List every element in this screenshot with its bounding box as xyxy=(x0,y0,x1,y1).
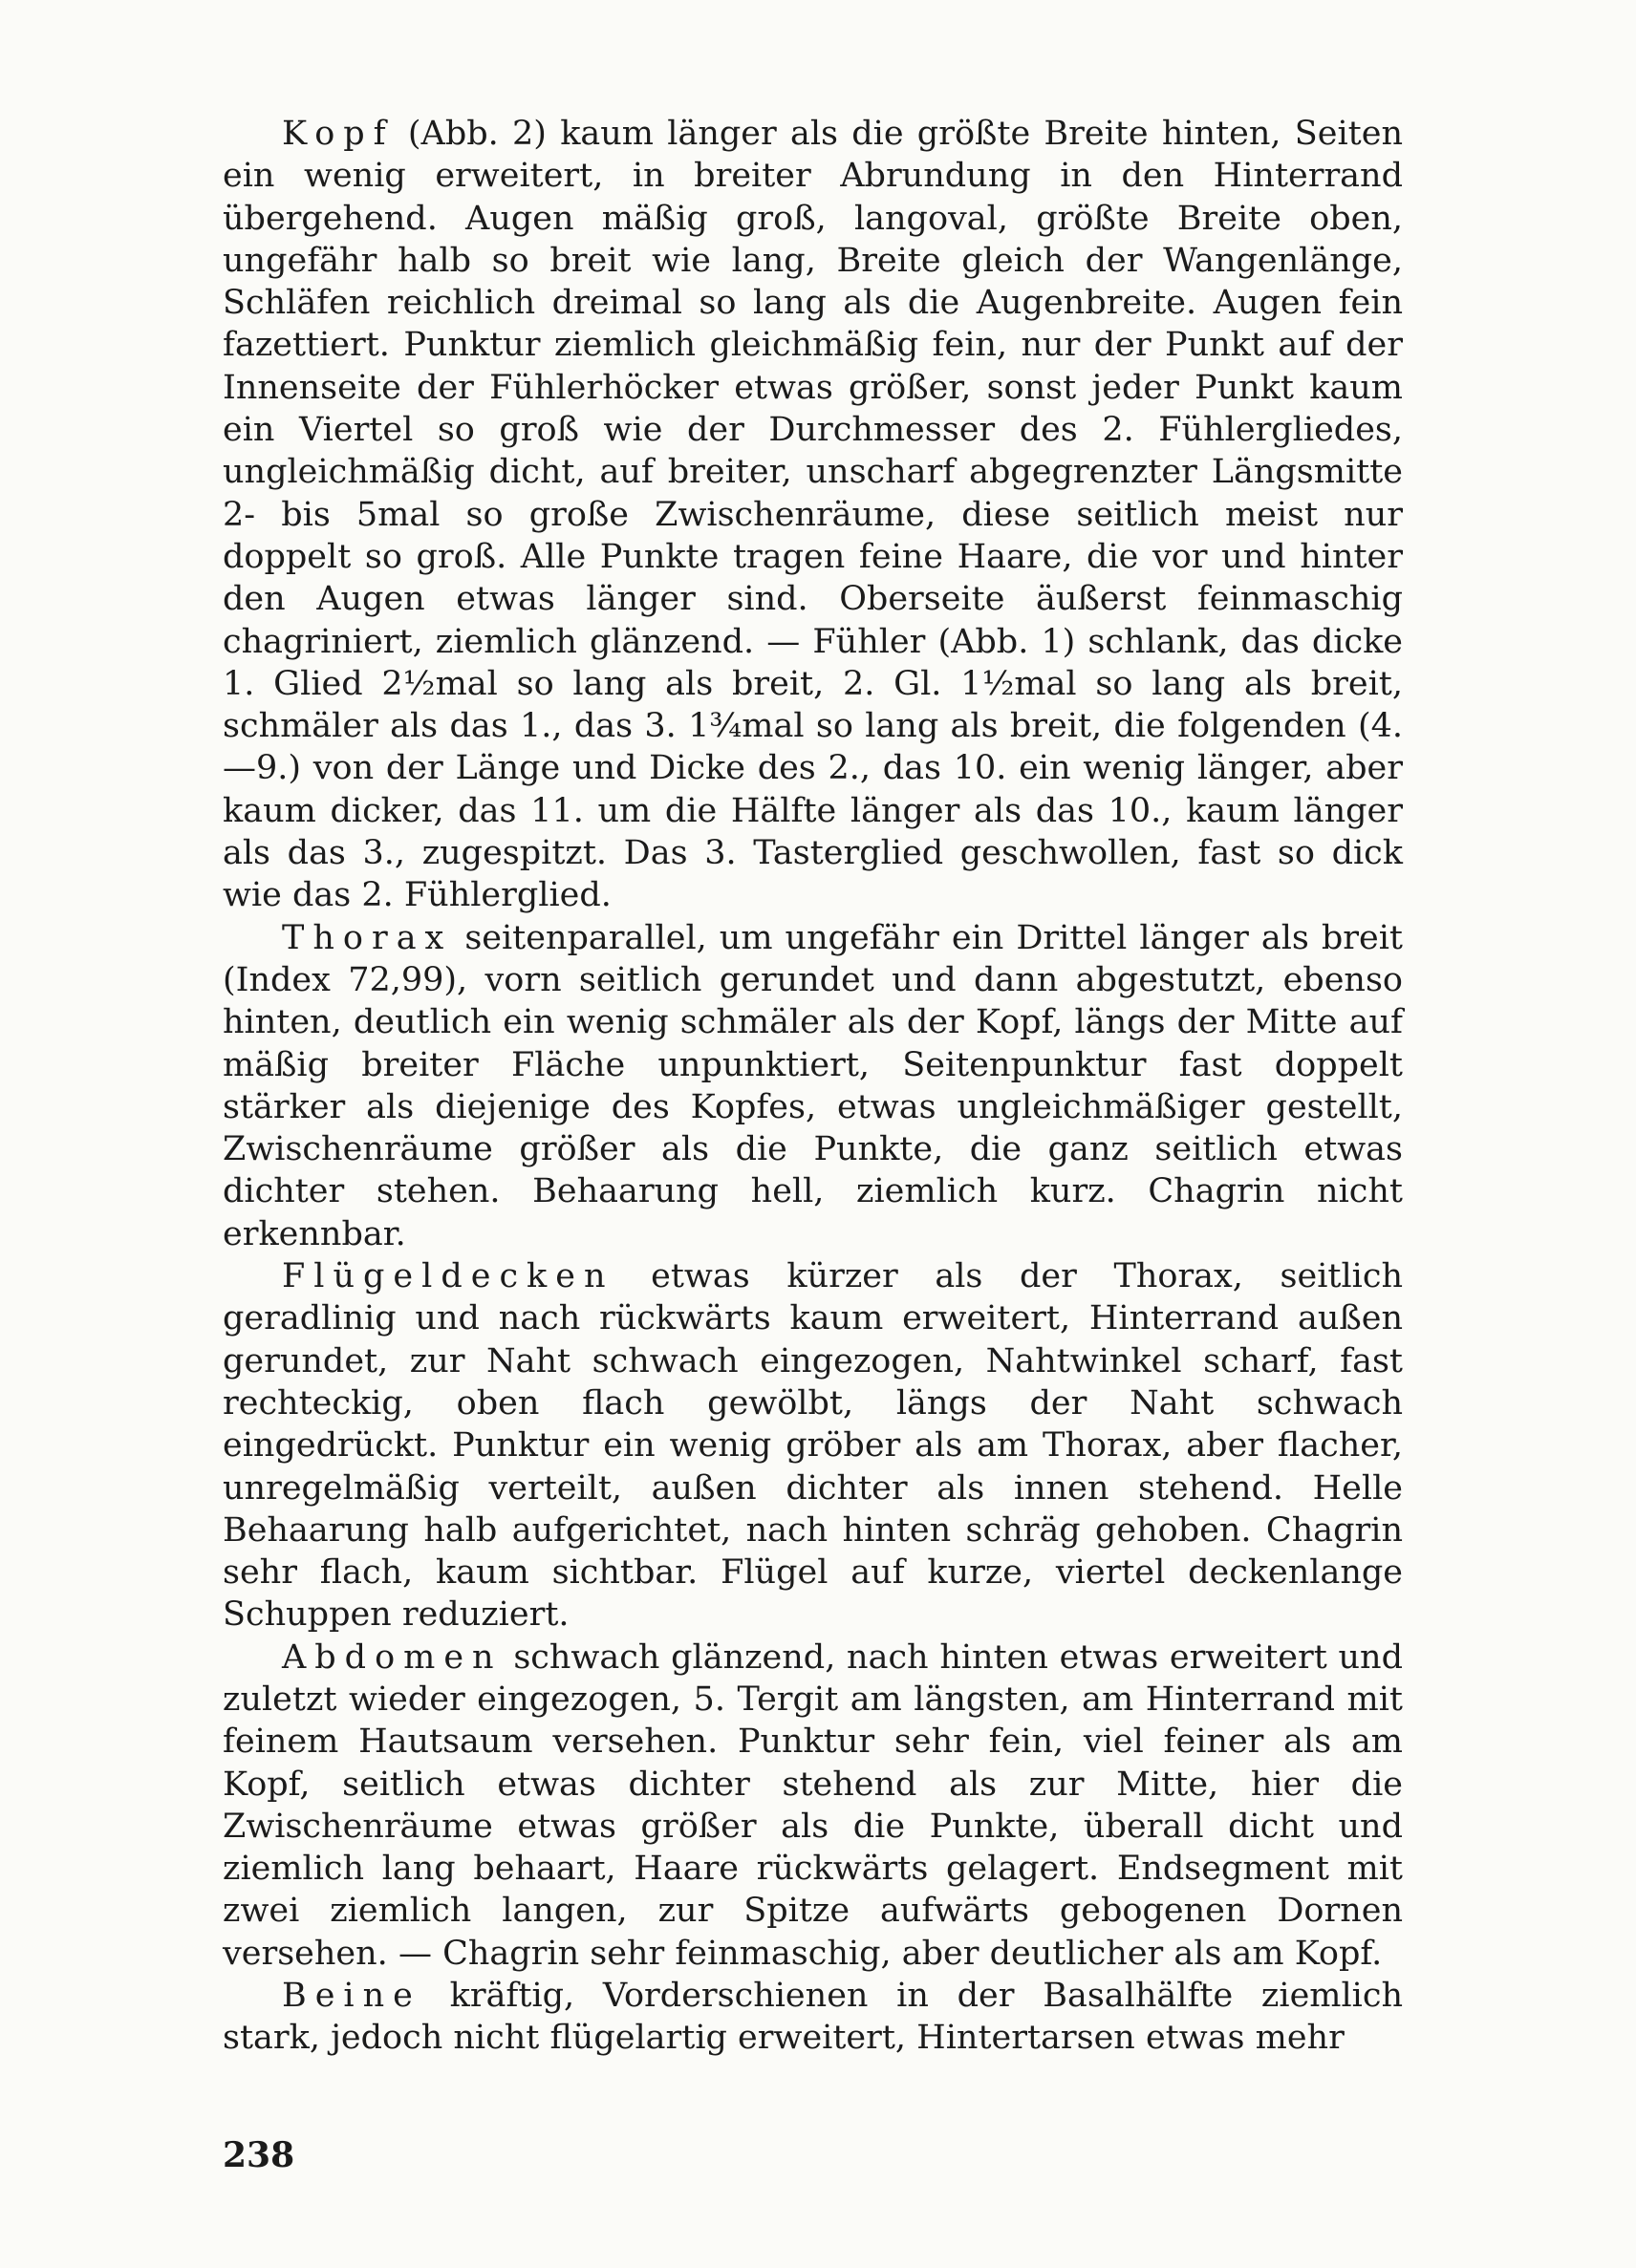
paragraph-fluegeldecken xyxy=(223,1255,1403,1637)
paragraph-keyword: Flügeldecken xyxy=(282,1257,614,1296)
page-number: 238 xyxy=(223,2135,295,2175)
paragraph-keyword: Abdomen xyxy=(282,1637,503,1677)
body-text xyxy=(223,113,1403,2060)
paragraph-abdomen xyxy=(223,1637,1403,1975)
paragraph-beine xyxy=(223,1975,1403,2060)
paragraph-text: schwach glänzend, nach hinten etwas erweitert und zuletzt wieder eingezogen, 5. Tergit am längsten, am Hinterrand mit feinem Hautsaum versehen. Punktur sehr fein, viel feiner als am Kopf, seitlich etwas dichter stehend als zur Mitte, hier die Zwischenräume etwas größer als die Punkte, überall dicht und ziemlich lang behaart, Haare rückwärts gelagert. Endsegment mit zwei ziemlich langen, zur Spitze aufwärts gebogenen Dornen versehen. — Chagrin sehr feinmaschig, aber deutlicher als am Kopf. xyxy=(223,1637,1403,1973)
paragraph-keyword: Kopf xyxy=(282,115,395,153)
paragraph-text: kräftig, Vorderschienen in der Basalhälfte ziemlich stark, jedoch nicht flügelartig erweitert, Hintertarsen etwas mehr xyxy=(223,1977,1403,2058)
paragraph-keyword: Thorax xyxy=(282,918,453,957)
paragraph-text: etwas kürzer als der Thorax, seitlich geradlinig und nach rückwärts kaum erweitert, Hinterrand außen gerundet, zur Naht schwach eingezogen, Nahtwinkel scharf, fast rechteckig, oben flach gewölbt, längs der Naht schwach eingedrückt. Punktur ein wenig gröber als am Thorax, aber flacher, unregelmäßig verteilt, außen dichter als innen stehend. Helle Behaarung halb aufgerichtet, nach hinten schräg gehoben. Chagrin sehr flach, kaum sichtbar. Flügel auf kurze, viertel deckenlange Schuppen reduziert. xyxy=(223,1257,1403,1635)
paragraph-thorax xyxy=(223,917,1403,1255)
paragraph-text: (Abb. 2) kaum länger als die größte Breite hinten, Seiten ein wenig erweitert, in breiter Abrundung in den Hinterrand übergehend. Augen mäßig groß, langoval, größte Breite oben, ungefähr halb so breit wie lang, Breite gleich der Wangenlänge, Schläfen reichlich dreimal so lang als die Augenbreite. Augen fein fazettiert. Punktur ziemlich gleichmäßig fein, nur der Punkt auf der Innenseite der Fühlerhöcker etwas größer, sonst jeder Punkt kaum ein Viertel so groß wie der Durchmesser des 2. Fühlergliedes, ungleichmäßig dicht, auf breiter, unscharf abgegrenzter Längsmitte 2- bis 5mal so große Zwischenräume, diese seitlich meist nur doppelt so groß. Alle Punkte tragen feine Haare, die vor und hinter den Augen etwas länger sind. Oberseite äußerst feinmaschig chagriniert, ziemlich glänzend. — Fühler (Abb. 1) schlank, das dicke 1. Glied 2½mal so lang als breit, 2. Gl. 1½mal so lang als breit, schmäler als das 1., das 3. 1¾mal so lang als breit, die folgenden (4.—9.) von der Länge und Dicke des 2., das 10. ein wenig länger, aber kaum dicker, das 11. um die Hälfte länger als das 10., kaum länger als das 3., zugespitzt. Das 3. Tasterglied geschwollen, fast so dick wie das 2. Fühlerglied. xyxy=(223,115,1403,915)
paragraph-keyword: Beine xyxy=(282,1977,421,2016)
paragraph-text: seitenparallel, um ungefähr ein Drittel länger als breit (Index 72,99), vorn seitlich gerundet und dann abgestutzt, ebenso hinten, deutlich ein wenig schmäler als der Kopf, längs der Mitte auf mäßig breiter Fläche unpunktiert, Seitenpunktur fast doppelt stärker als diejenige des Kopfes, etwas ungleichmäßiger gestellt, Zwischenräume größer als die Punkte, die ganz seitlich etwas dichter stehen. Behaarung hell, ziemlich kurz. Chagrin nicht erkennbar. xyxy=(223,918,1403,1253)
paragraph-kopf xyxy=(223,113,1403,917)
